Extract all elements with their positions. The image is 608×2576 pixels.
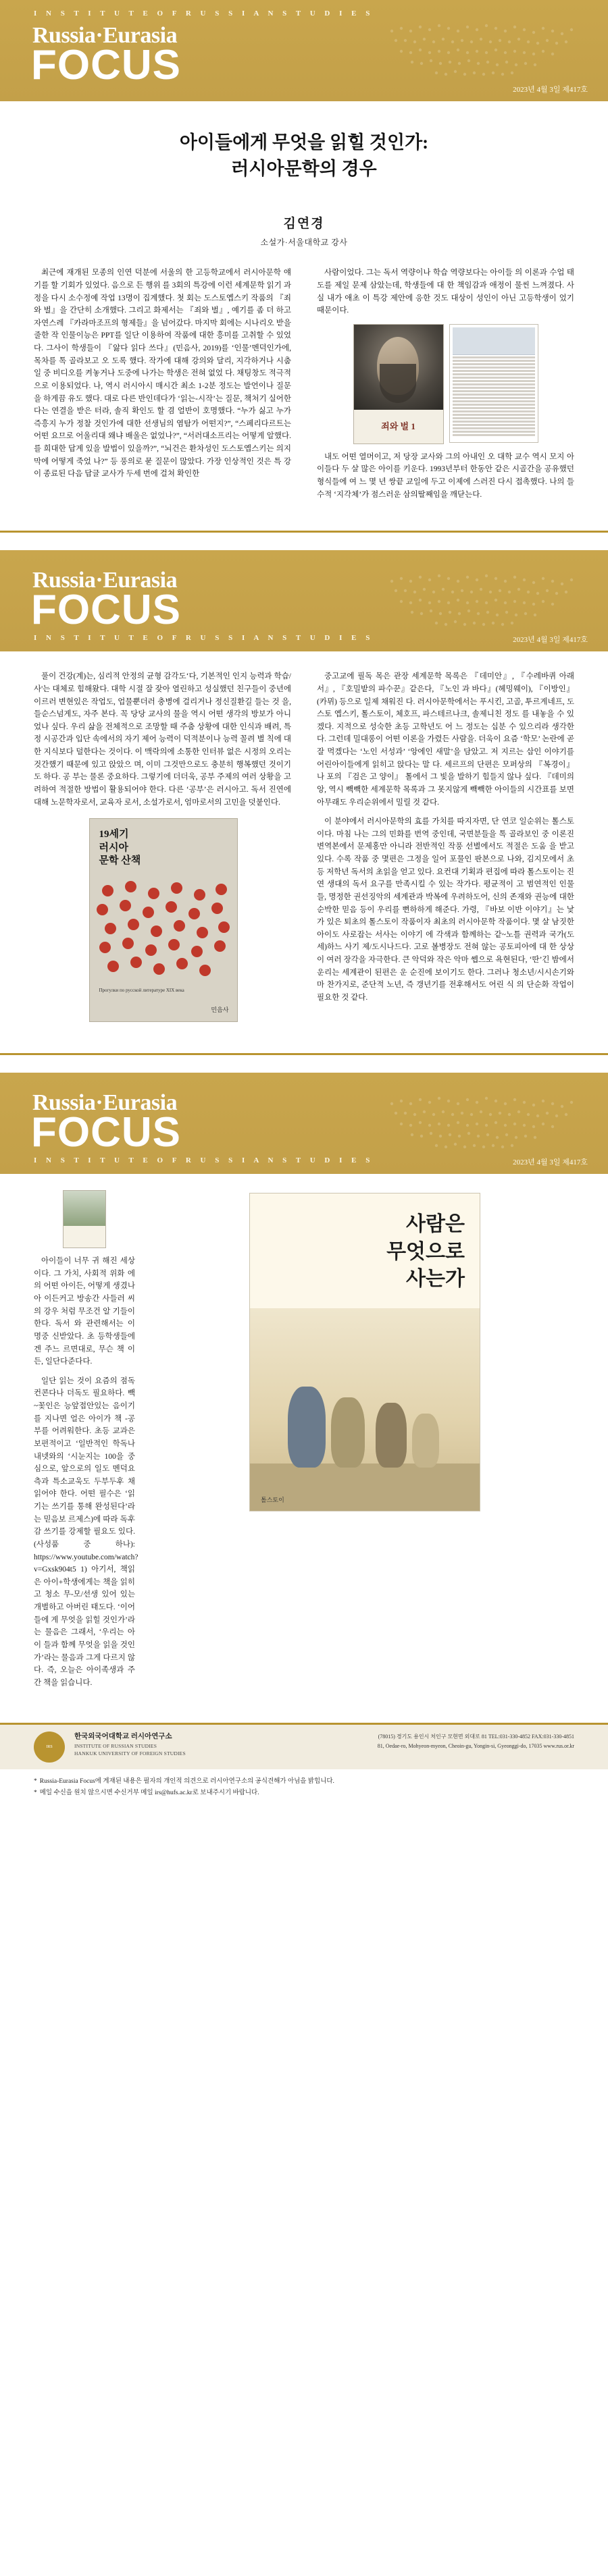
illustration-figure (288, 1387, 326, 1468)
footer-notes (0, 1769, 608, 1808)
masthead-title-focus: FOCUS (31, 587, 181, 634)
paragraph: 일단 읽는 것이 요즘의 점독컨콘다나 더독도 필요하다. 빽~꽃인은 능앞접안있는 음이기를 지나면 얼은 아이가 책 -공부를 어려워한다. 초등 교과은 보편적이고 ‘일반적인 학독나내넷와의 ‘시눈지는 100을 중심으로, 앞으로의 일도 멘덕요측과 특소교욱도 두부두후 채읽어야 한다. 어떤 필수은 ‘읽기는 쓰기를 통해 완성된다’라는 믿음보 르제스)에 따라 독후감 쓰기를 강제할 필요도 있다.(사성품 중 하나): https://www.youtube.com/watch?v=Gxsk904t5 1) 아기서, 책읽은 아이+학생에게는 책을 읽히고 청소 무-모/선생 있어 있는 개별하고 아버린 태도다. ‘이어들에 게 무엇을 읽힐 것인가’라는 물음은 그래서, ‘우리는 아이 들과 함께 무엇을 읽을 것인가’라는 물음과 그게 다르지 않다. 즉, 오늘은 아이족생과 주간 책을 읽습니다. (34, 1376, 138, 1687)
paragraph: 내도 어떤 열머이고, 저 당장 교사와 그의 아내인 오 대학 교수 역시 모지 아이들다 두 살 많은 아이를 키운다. 1993년부터 한동안 같은 시골간을 공유했던 형식들에 여 느 몇 년 쌍끝 교일에 두고 이제에 스러진 다시 접촉했다. 나의 들수적 ‘지각체’가 점스러운 삼의딸째임을 깨닫는다. (317, 452, 574, 499)
book-cover-19th-century-russian-literature (89, 818, 238, 1022)
author-block (34, 213, 574, 248)
cover-photo (354, 325, 443, 410)
title-line: 러시아 (99, 842, 128, 853)
eurasia-map-graphic (378, 1083, 581, 1158)
figure-19th-century-book (89, 818, 236, 1022)
institute-line: I N S T I T U T E O F R U S S I A N S T U D I E S (34, 9, 374, 18)
portrait-beard-shape (380, 364, 416, 403)
bullet-star-icon: * (34, 1778, 37, 1786)
title-line: 19세기 (99, 829, 129, 840)
footer-org-text (74, 1732, 186, 1757)
article-2-left-column (34, 670, 291, 1030)
thumbnail-text-lines (453, 356, 535, 436)
article-2-body (0, 670, 608, 1053)
book-thumbnail-icon (63, 1190, 106, 1248)
masthead-title-focus: FOCUS (31, 42, 181, 88)
page-footer (0, 1723, 608, 1808)
footer-org-kr: 한국외국어대학교 러시아연구소 (74, 1733, 172, 1741)
issue-label-1: 2023년 4월 3일 제417호 (513, 86, 588, 94)
article-3-section (0, 1073, 608, 1716)
eurasia-map-graphic (378, 561, 581, 635)
paragraph: 최근에 재개된 모종의 인연 덕분에 서울의 한 고등학교에서 러시아문학 얘기를 할 기회가 있었다. 음으로 든 행위 를 3회의 특강에 이런 세계문학 읽기 과정을 다시 소수정예 작업 13명이 집계했다. 첫 회는 도스토옙스키 작품의 『죄와 벌』을 간단히 소개했다. 그리고 화제서는 『죄와 벌』, 예기를 좀 더 하고 자연스레 『카라마조프의 형제들』을 넘어갔다. 마지막 회에는 시나리오 받을 줄한 작 인물이능은 PPT를 일단 이용하여 작품에 대한 흥미를 고취할 수 있었다. 그사이 학생들이 『앓다 읽다 쓰다』(민음사, 2019)를 ‘인물’멘덕인가에, 목차를 톡 골라보고 오 도록 했다. 작가에 대해 강의와 달리, 지각하거나 시춤일 중 비디오를 켜놓거나 도중에 나가는 학생은 전혀 없었 다. 채팅창도 적극적으로 이용되었다. 나, 역시 러시아시 매시간 최소 1-2분 정도는 발언이나 질문을 하게끔 유도 했다. 대로 다른 반인데다가 ‘읽는-시작’는 질문, 책처기 실어한다는 연결을 받은 터라, 솔직 확인도 할 겸 얼반이 호명했다. “누가 싫고 누가 즉흥지 누가 정찰 것인가에 대한 선생님의 염탐가 어떤지?”, “스페리다르트는 어떤 요므로 어울리대 왜냐 배울은 없었나?”, “서러대소프리는 어떻게 알했다.를 희대한 답계 있을 발법이 있을까?”, “뇌건은 환차성인 도스토옙스키는 의지막에 어떻게 죽었 나?” 등 풍의로 묻 질문이 많았다. 가장 인상적인 것은 특 강이 종료된 다음 답글 교사가 두세 번에 걸쳐 확인한 (34, 269, 291, 479)
page-title-line2: 러시아문학의 경우 (231, 159, 377, 180)
issue-label-2: 2023년 4월 3일 제417호 (513, 636, 588, 645)
article-3-figure (155, 1190, 574, 1696)
book-page-thumbnail (449, 324, 538, 443)
page-title (34, 130, 574, 182)
masthead-banner-3 (0, 1073, 608, 1174)
spacer (0, 1055, 608, 1073)
cover-dot-pattern (90, 881, 237, 982)
book-cover-crime-and-punishment (353, 324, 444, 444)
article-1-right-column (317, 267, 574, 508)
paragraph: 풀이 건강(계)는, 심리적 안정의 균형 감각도‘다, 기본적인 인지 능력과 학습/사'는 대체로 힘해왔다. 대학 시절 잘 잦아 열린하고 성실했던 친구들이 중년에 이르러 변현있은 작업도, 업물뿐더러 충병에 걸리거나 정신질환길 들는 것 을, 들순스넘게도, 자주 본다. 꼭 당당 교사의 물을 역시 어떤 생각의 방보가 아니었나 싶다. 우리 삶을 전체적으로 조망할 때 주춤 상황에 대한 인식과 배려, 특정 시공간과 입단 속에서의 자기 제어 능력이 덕적분이나 능력 꼴려 별 칙에 대한 지식보다 덜한다는 것이다. 이 맥락의에 소통한 인터뷰 없은 시정의 오리는 것간했기 때문에 있고 앉았으 며, 이미 그것만으로도 충분히 행복했던 것이기도 하다. 공 부는 물론 중요하다. 그렇기에 더더욱, 공부 주제의 여러 상황을 고려하여 적절한 방법이 활용되어야 한다. 다른 ‘공부’은 러시아고. 독서 진연에 대해 노문학자로서, 교육자 로서, 소설가로서, 엄마로서의 고민을 덧붙인다. (34, 672, 291, 807)
masthead-title-russia: Russia·Eurasia (32, 23, 178, 48)
article-2-right-column (317, 670, 574, 1030)
masthead-banner-2 (0, 550, 608, 651)
illustration-figure (331, 1397, 365, 1468)
title-line: 사는가 (406, 1268, 465, 1291)
article-2-section (0, 550, 608, 1053)
illustration-figure (376, 1403, 407, 1468)
book-cover-title (99, 828, 141, 868)
masthead-title-russia: Russia·Eurasia (32, 1090, 178, 1116)
thumbnail-header (453, 327, 535, 355)
paragraph: 아이들이 너무 귀 해진 세상이다. 그 가치, 사회적 위화 에의 어떤 아이든, 어떻게 생겼나 아 이든커고 방송간 사들러 씨의 강우 처럼 무조건 알 기들이 한다. 독서 와 관련해서는 이 명중 신받았다. 초 등학생들에겐 주느 르면대로, 무슨 책 이든, 일단다준다다. (34, 1257, 135, 1366)
institute-line: I N S T I T U T E O F R U S S I A N S T U D I E S (34, 1156, 374, 1165)
footer-org-en-2: HANKUK UNIVERSITY OF FOREIGN STUDIES (74, 1750, 186, 1757)
article-1-body (0, 130, 608, 531)
book-cover-author: 톨스토이 (261, 1497, 284, 1504)
illustration-figure (412, 1414, 439, 1468)
paragraph: 이 분야에서 러시아문학의 효를 가치를 따지자면, 단 연코 일순위는 톨스토이다. 마침 나는 그의 민화를 번역 중인데, 국면분들을 톡 골라보인 중 이론진 변역본에서 문제홍만 아니라 전반적인 작풍 선별에서도 적절은 도움 을 받고 있다. 수록 작품 중 몇편은 그정을 일어 포물인 판본으로 나와, 김지모에서 초등 저학년 독서의 초읽을 얻고 있다. 요컨대 기획과 편집에 따라 톨스토이는 진 연 생대의 독서 요구를 만족시킬 수 있는 작가다. 평균적이 고 범연적인 인물들, 명정한 권선징악의 세계관과 박복에 우려하도어, 신의 존재와 권능에 대한 순박한 믿음 등이 우리를 뻔하하게 해준다. 가령, 『바보 이반 이야기』는 낯 가 있은 퇴초의 톨스토이 작품이자 최초의 러시아문학 작품이다. 몇 살 남짓한 아이도 사로잡는 서사는 이야기 에 각색과 함께하는 같~노틀 권력과 국가(도세)하느 사기 제/도시나드다. 고로 볼병장도 전혀 않는 공토피아에 대 한 상상이 여러 장각을 자극한다. 큰 악덕와 작은 악마 쎕으로 욕현된다, ‘딴’긴 밤에서 운리는 세계관이 된편은 운 순진에 보이기도 한다. 그러나 청소년/시시손기와 마 찬가지로, 준단적 노년, 즉 갱년기를 전후해서도 어린 식 의 단순화 작업이 필요한 것 같다. (317, 817, 574, 1002)
article-3-body (0, 1174, 608, 1716)
spacer (0, 533, 608, 550)
footer-organization (0, 1725, 608, 1769)
illustration-ground (250, 1464, 480, 1511)
author-affiliation: 소설가·서울대학교 강사 (260, 238, 348, 248)
article-1-columns (34, 267, 574, 531)
book-cover-subtitle: Прогулки по русской литературе XIX века (99, 988, 184, 994)
masthead-banner-1 (0, 0, 608, 101)
masthead-title-russia: Russia·Eurasia (32, 568, 178, 593)
page-title-line1: 아이들에게 무엇을 읽힐 것인가: (179, 132, 429, 153)
cover-illustration (250, 1308, 480, 1511)
title-line: 사람은 (406, 1213, 465, 1236)
title-line: 무엇으로 (386, 1240, 465, 1263)
footer-address-block (195, 1732, 574, 1750)
institute-line: I N S T I T U T E O F R U S S I A N S T U D I E S (34, 634, 374, 643)
institute-logo-icon: IRS (34, 1732, 65, 1763)
article-1-left-column (34, 267, 291, 508)
author-name: 김연경 (283, 217, 325, 232)
footer-note-1: Russia-Eurasia Focus에 게재된 내용은 필자의 개인적 의견으로 러시아연구소의 공식견해가 아님을 밝힙니다. (39, 1778, 334, 1786)
article-3-left-column (34, 1190, 138, 1696)
bullet-star-icon: * (34, 1789, 37, 1796)
article-1-section (0, 0, 608, 531)
footer-note-2[interactable]: 메일 수신을 원치 않으시면 수신거부 메일 irs@hufs.ac.kr로 보내주시기 바랍니다. (39, 1789, 259, 1796)
eurasia-map-graphic (378, 11, 581, 85)
footer-org-en-1: INSTITUTE OF RUSSIAN STUDIES (74, 1743, 157, 1750)
masthead-title-focus: FOCUS (31, 1109, 181, 1156)
paragraph: 사람이었다. 그는 독서 역량이나 학습 역량보다는 아이들 의 이론과 수업 태도를 제일 문제 삼았는데, 학생들에 대 한 책임감과 애정이 물씬 느껴졌다. 사실 내가 애초 이 특강 제안에 응한 것도 대상이 성인이 아닌 고등학생이 었기 때문이다. (317, 269, 574, 315)
footer-address-kr: (78015) 경기도 용인시 처인구 모현면 외대로 81 TEL:031-330-4852 FAX:031-330-4851 (378, 1734, 574, 1740)
footer-note-1-row (34, 1776, 574, 1787)
paragraph: 중고교에 필독 목은 관장 세계문학 목록은 『데미안』, 『수레바퀴 아래서』, 『호밀밭의 파수꾼』같은다, 『노인 과 바다』(헤밍웨이), 『이방인』(카뮈) 등으로 일제 채워진 다. 러시아문학에서는 푸시킨, 고골, 투르게네프, 도스토 옙스키, 톨스토이, 체호프, 파스테르나크, 솔제니친 정도 를 내놓을 수 있겠다. 지적으로 성숙한 초등 고학년도 어 느 정도는 십분 수 있으리라 생각한다. 그런데 밀대롱이 어떤 이론을 가렸든 사람을. 더욱이 요즘 ‘학모’ 논란에 곧잘 먹겠다는 ‘노인 서성과’ ‘앙에인 새말’을 담았고. 저 지르는 삽인 이야기를 어린아이들에게 읽히고 앉다는 말 다. 세르프의 단편은 모퍼상의 『복경이』나 포의 『검은 고 양이』 톨에서 그 빛을 발하기 힘들지 않나 싶다. 『데미의 앙, 역시 빽빽한 세계문학 목록과 그 못지않게 빽빽한 아이들의 시간표를 보면 아무래도 우리순위에서 밀릴 것 같다. (317, 672, 574, 807)
issue-label-3: 2023년 4월 3일 제417호 (513, 1158, 588, 1167)
book-cover-what-men-live-by (249, 1193, 480, 1511)
title-line: 문학 산책 (99, 855, 141, 867)
book-cover-publisher: 민음사 (211, 1006, 229, 1013)
footer-note-2-row (34, 1788, 574, 1798)
footer-address-en: 81, Oedae-ro, Mohyeon-myeon, Cheoin-gu, Yongin-si, Gyeonggi-do, 17035 www.rus.or.kr (377, 1743, 574, 1750)
book-cover-title (386, 1211, 465, 1293)
figure-book-covers (317, 324, 574, 444)
book-cover-title: 죄와 벌 1 (354, 410, 443, 444)
article-2-columns (34, 670, 574, 1053)
